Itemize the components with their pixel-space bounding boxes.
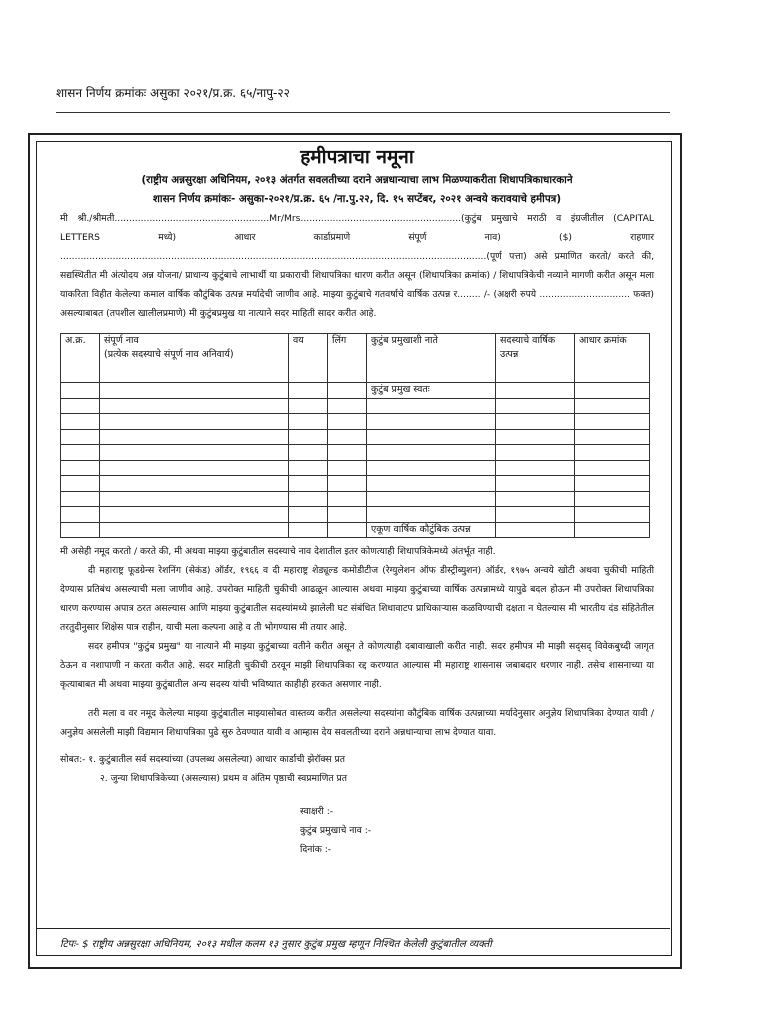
date-label: दिनांक :- (300, 844, 332, 855)
table-row (61, 383, 650, 399)
table-row (61, 414, 650, 430)
col-full-name: संपूर्ण नाव (प्रत्येक सदस्याचे संपूर्ण नाव अनिवार्य) (100, 334, 289, 383)
total-income-value[interactable] (496, 522, 575, 538)
request-paragraph: तरी मला व वर नमूद केलेल्या माझ्या कुटुंबातील माझ्यासोबत वास्तव्य करीत असलेल्या सदस्यांना कौटुंबिक वार्षिक उत्पन्नाच्या मर्यादेनुसार अनुज्ञेय शिधापत्रिका देण्यात यावी / अनुज्ञेय असलेली माझी विद्यमान शिधापत्रिका पुढे सुरु ठेवण्यात यावी व आम्हास देय सवलतीच्या दराने अन्नधान्याचा लाभ देण्यात यावा. (60, 708, 654, 738)
form-content (60, 143, 654, 859)
self-relation-cell: कुटुंब प्रमुख स्वतः (367, 383, 496, 399)
footnote: टिपः- $ राष्ट्रीय अन्नसुरक्षा अधिनियम, २०१३ मधील कलम १३ नुसार कुटुंब प्रमुख म्हणून निश्चित केलेली कुटुंबातील व्यक्ती (60, 939, 492, 950)
form-subtitle-2: शासन निर्णय क्रमांकः- असुका-२०२१/प्र.क्र. ६५ /ना.पु.२२, दि. १५ सप्टेंबर, २०२१ अन्वये करावयाचे हमीपत्र) (152, 193, 562, 205)
table-row (61, 460, 650, 476)
form-title: हमीपत्राचा नमूना (300, 146, 414, 168)
col-relation: कुटुंब प्रमुखाशी नाते (367, 334, 496, 383)
form-subtitle-1: (राष्ट्रीय अन्नसुरक्षा अधिनियम, २०१३ अंतर्गत सवलतीच्या दराने अन्नधान्याचा लाभ मिळण्याकरीता शिधापत्रिकाधारकाने (141, 174, 573, 186)
col-serial: अ.क्र. (61, 334, 100, 383)
attachment-1: सोबत:- १. कुटुंबातील सर्व सदस्यांच्या (उपलब्ध असलेल्या) आधार कार्डाची झेरॉक्स प्रत (60, 754, 345, 765)
footnote-divider (36, 928, 670, 929)
total-income-label: एकूण वार्षिक कौटुंबिक उत्पन्न (367, 522, 496, 538)
attachment-2: २. जुन्या शिधापत्रिकेच्या (असल्यास) प्रथम व अंतिम पृष्ठाची स्वप्रमाणित प्रत (100, 773, 348, 784)
table-row (61, 398, 650, 414)
table-row (61, 429, 650, 445)
table-row (61, 445, 650, 461)
signature-label: स्वाक्षरी :- (300, 806, 334, 817)
table-header-row (61, 334, 650, 383)
declaration-no-other-card: मी असेही नमूद करतो / करते की, मी अथवा माझ्या कुटुंबातील सदस्याचे नाव देशातील इतर कोणत्याही शिधापत्रिकेमध्ये अंतर्भूत नाही. (60, 546, 496, 557)
order-number-header: शासन निर्णय क्रमांकः असुका २०२१/प्र.क्र. ६५/नापु-२२ (56, 86, 290, 100)
col-gender: लिंग (328, 334, 367, 383)
table-row (61, 491, 650, 507)
declaration-head-of-family: सदर हमीपत्र "कुटुंब प्रमुख" या नात्याने मी माझ्या कुटुंबाच्या वतीने करीत असून ते कोणत्याही दबावाखाली करीत नाही. सदर हमीपत्र मी माझी सद्सद् विवेकबुध्दी जागृत ठेऊन व नशापाणी न करता करीत आहे. सदर माहिती चुकीची ठरवून माझी शिधापत्रिका रद्द करण्यात आल्यास मी महाराष्ट्र शासनास जबाबदार धरणार नाही. तसेच शासनाच्या या कृत्याबाबत मी अथवा माझ्या कुटुंबातील अन्य सदस्य यांची भविष्यात काहीही हरकत असणार नाही. (60, 641, 654, 690)
table-total-row (61, 522, 650, 538)
family-members-table (60, 333, 650, 538)
head-name-label: कुटुंब प्रमुखाचे नाव :- (300, 825, 372, 836)
declaration-legal-awareness: दी महाराष्ट्र फूडग्रेन्स रेशनिंग (सेकंड) ऑर्डर, १९६६ व दी महाराष्ट्र शेड्यूल्ड कमोडीटीज (रेग्युलेशन ऑफ डीस्ट्रीब्युशन) ऑर्डर, १९७५ अन्वये खोटी अथवा चुकीची माहिती देण्यास प्रतिबंध असल्याची मला जाणीव आहे. उपरोक्त माहिती चुकीची आढळून आल्यास अथवा माझ्या कुटुंबाच्या वार्षिक उत्पन्नामध्ये यापुढे बदल होऊन मी उपरोक्त शिधापत्रिका धारण करण्यास अपात्र ठरत असल्यास आणि माझ्या कुटुंबातील सदस्यांमध्ये झालेली घट संबंधित शिधावाटप प्राधिकाऱ्यास कळविण्याची दक्षता न घेतल्यास मी भारतीय दंड संहितेतील तरतुदीनुसार शिक्षेस पात्र राहीन, याची मला कल्पना आहे व ती भोगण्यास मी तयार आहे. (60, 565, 654, 633)
table-row (61, 507, 650, 523)
col-age: वय (289, 334, 328, 383)
table-row (61, 476, 650, 492)
header-divider (56, 112, 670, 113)
col-income: सदस्याचे वार्षिक उत्पन्न (496, 334, 575, 383)
declaration-intro: मी श्री./श्रीमती.....................................................Mr/Mrs.......................................................(कुटुंब प्रमुखाचे मराठी व इंग्रजीतील (CAPITAL LETTERS मध्ये) आधार कार्डाप्रमाणे संपूर्ण नाव) ($) राहणार ..................................................................................................................................................(पूर्ण पत्ता) असे प्रमाणित करतो/ करते की, सद्यस्थितीत मी अंत्योदय अन्न योजना/ प्राधान्य कुटुंबाचे लाभार्थी या प्रकाराची शिधापत्रिका धारण करीत असून (शिधापत्रिका क्रमांक) / शिधापत्रिकेची नव्याने मागणी करीत असून मला याकरिता विहीत केलेल्या कमाल वार्षिक कौटुंबिक उत्पन्न मर्यादेची जाणीव आहे. माझ्या कुटुंबाचे गतवर्षाचे वार्षिक उत्पन्न र........ /- (अक्षरी रुपये ............................... फक्त) असल्याबाबत (तपशील खालीलप्रमाणे) मी कुटुंबप्रमुख या नात्याने सदर माहिती सादर करीत आहे. (60, 213, 654, 319)
col-aadhaar: आधार क्रमांक (575, 334, 650, 383)
